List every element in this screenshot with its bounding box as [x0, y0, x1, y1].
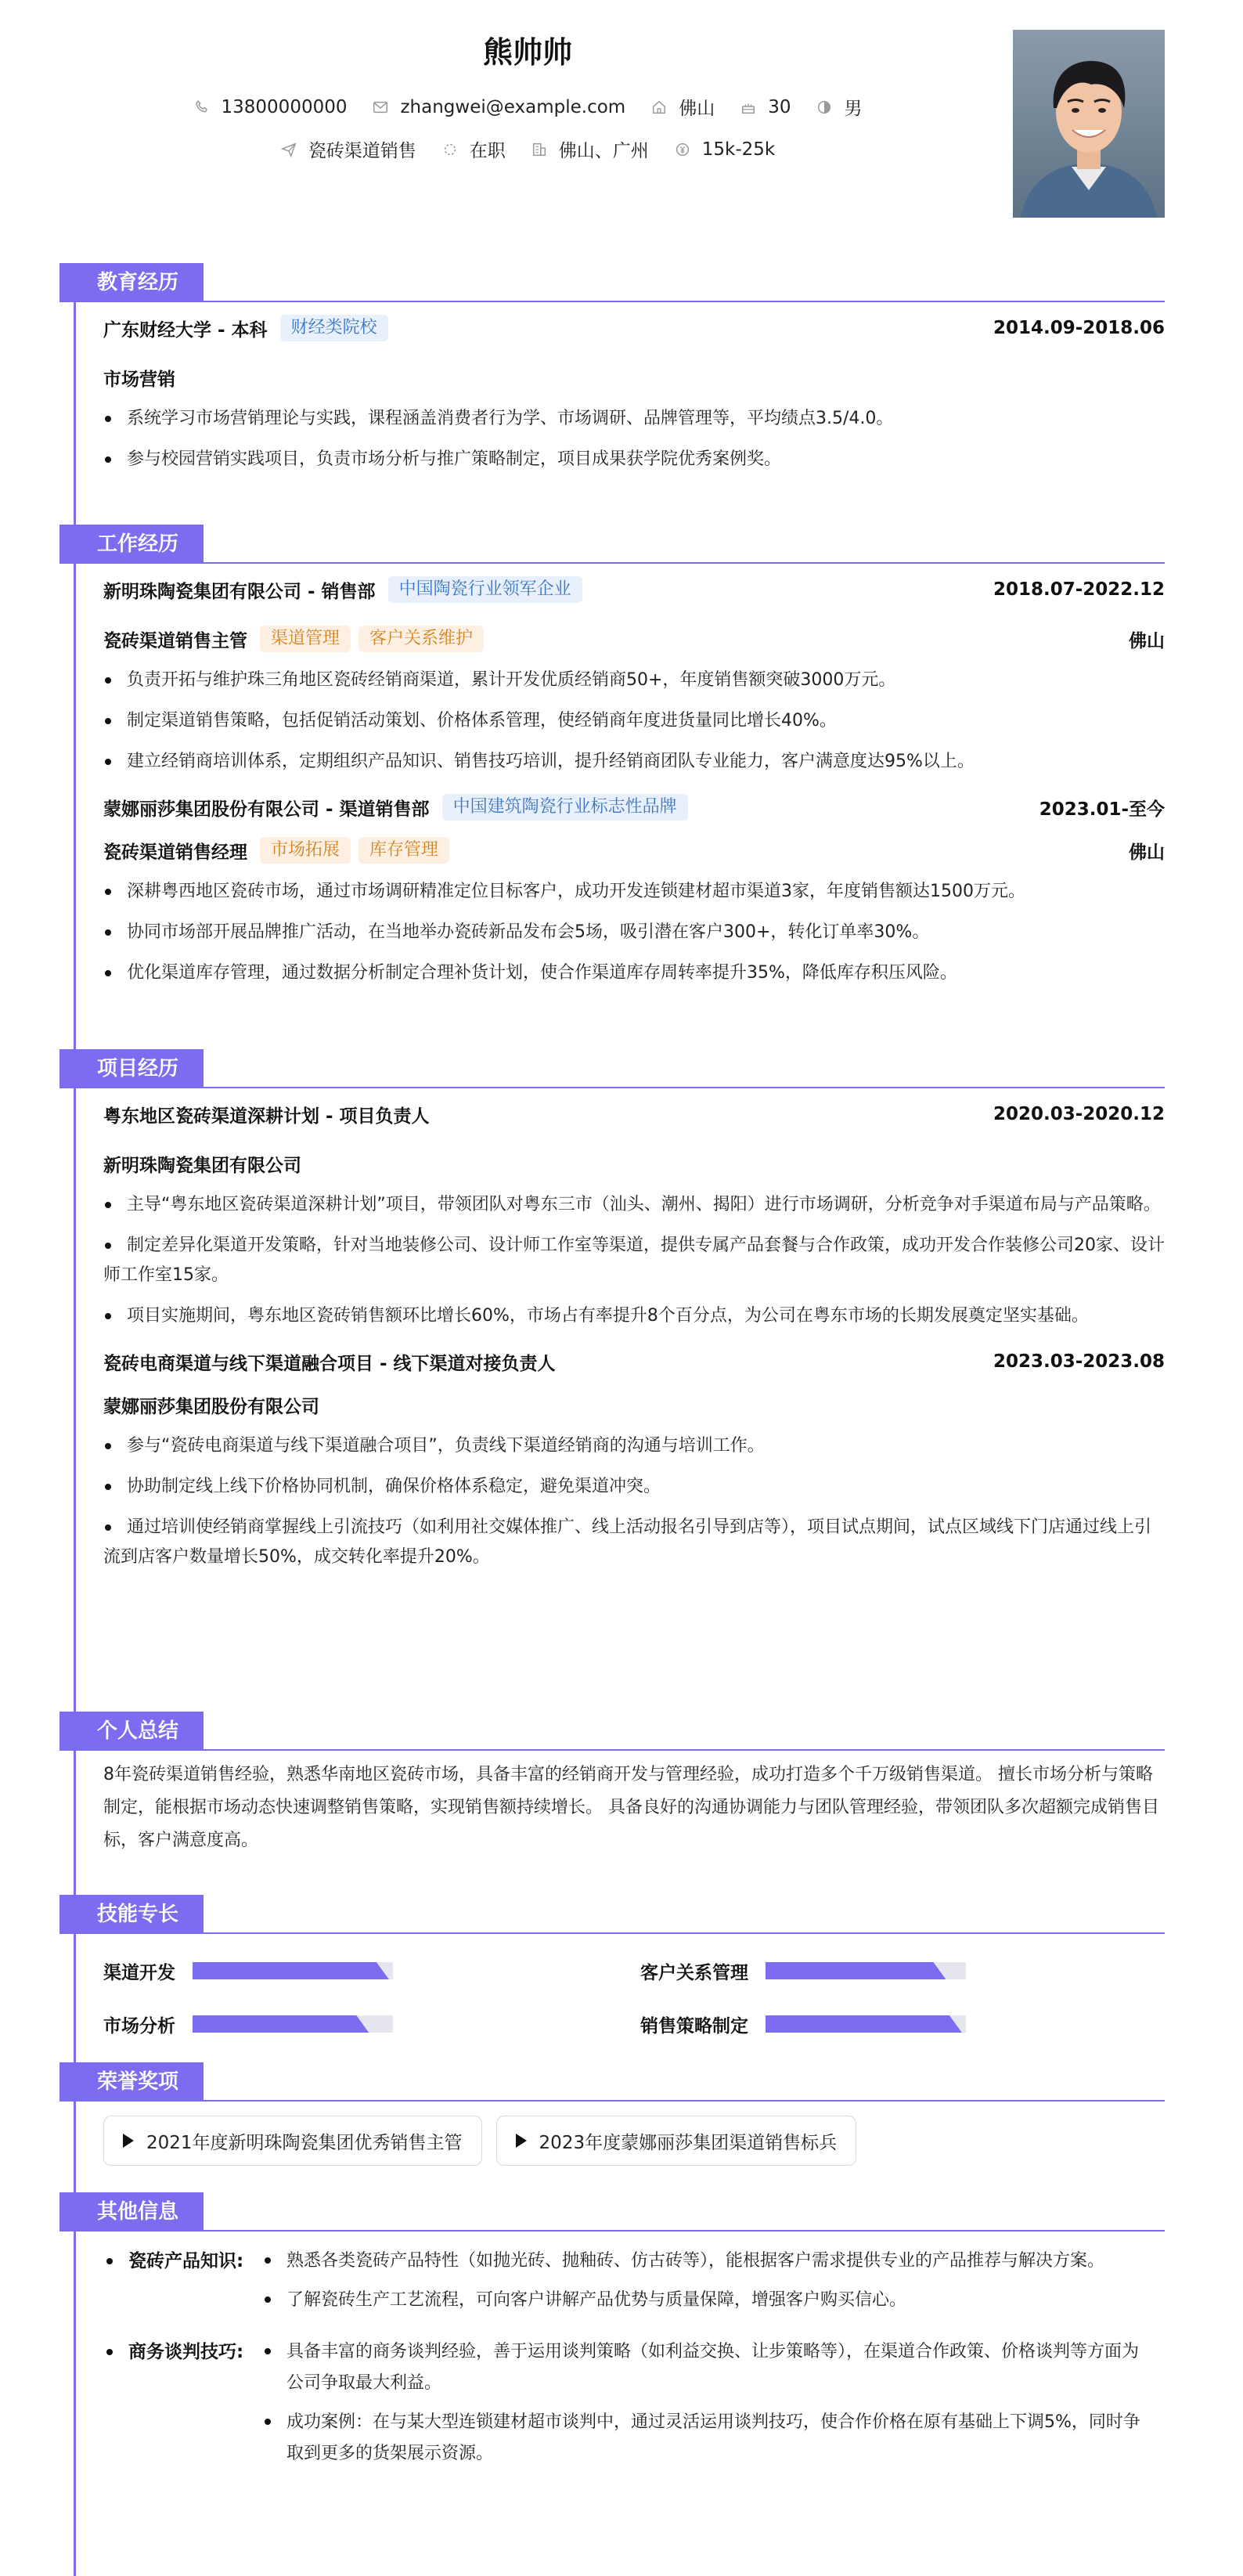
- section-rule: [59, 2100, 1165, 2102]
- target-city-info: [531, 136, 649, 162]
- job-location: 佛山: [1129, 630, 1165, 651]
- skill-name: 市场分析: [103, 2015, 175, 2037]
- other-body: [59, 2231, 1165, 2477]
- award-text: 2023年度蒙娜丽莎集团渠道销售标兵: [539, 2132, 838, 2153]
- list-item: 了解瓷砖生产工艺流程，可向客户讲解产品优势与质量保障，增强客户购买信心。: [263, 2285, 1149, 2316]
- position-name: 瓷砖渠道销售经理: [103, 842, 247, 863]
- awards-body: [59, 2102, 1165, 2166]
- section-title: 技能专长: [59, 1895, 204, 1934]
- skill-tag: 客户关系维护: [358, 626, 484, 652]
- contact-row: [0, 94, 1055, 120]
- award-item: [496, 2116, 857, 2166]
- section-title: 荣誉奖项: [59, 2062, 204, 2102]
- skills-grid: [103, 1934, 1165, 2045]
- projects-body: [59, 1088, 1165, 1572]
- salary-icon: [674, 141, 691, 158]
- list-item: 熟悉各类瓷砖产品特性（如抛光砖、抛釉砖、仿古砖等），能根据客户需求提供专业的产品推荐与解决方案。: [263, 2246, 1149, 2277]
- project-row: [103, 1088, 1165, 1140]
- work-header: [59, 525, 1165, 564]
- work-body: [59, 564, 1165, 988]
- phone-info: [193, 97, 348, 117]
- project-date: 2023.03-2023.08: [993, 1351, 1165, 1372]
- company-name: 新明珠陶瓷集团有限公司 - 销售部: [103, 581, 376, 602]
- job-date: 2018.07-2022.12: [993, 579, 1165, 600]
- summary-body: [59, 1751, 1165, 1857]
- position-row: [103, 827, 1165, 874]
- list-item: 参与校园营销实践项目，负责市场分析与推广策略制定，项目成果获学院优秀案例奖。: [103, 445, 1165, 474]
- skill-bar: [766, 1962, 966, 1979]
- list-item: 成功案例：在与某大型连锁建材超市谈判中，通过灵活运用谈判技巧，使合作价格在原有基础上下调5%，同时争取到更多的货架展示资源。: [263, 2407, 1149, 2470]
- job-bullets: [103, 874, 1165, 988]
- city-info: [650, 94, 715, 120]
- education-bullets: [103, 401, 1165, 474]
- awards-section: [59, 2062, 1165, 2166]
- section-rule: [59, 2230, 1165, 2231]
- section-rule: [59, 562, 1165, 564]
- section-title: 个人总结: [59, 1712, 204, 1751]
- profile-photo: [1013, 30, 1165, 218]
- play-triangle-icon: [516, 2134, 527, 2148]
- awards-list: [103, 2102, 1165, 2166]
- job-date: 2023.01-至今: [1039, 799, 1165, 820]
- job-target-info: [280, 136, 416, 162]
- section-title: 工作经历: [59, 525, 204, 564]
- skill-name: 销售策略制定: [640, 2015, 748, 2037]
- school-row: [103, 302, 1165, 354]
- other-items: [263, 2336, 1165, 2477]
- school-name: 广东财经大学 - 本科: [103, 319, 268, 341]
- job-bullets: [103, 662, 1165, 777]
- position-name: 瓷砖渠道销售主管: [103, 630, 247, 651]
- mail-icon: [372, 99, 389, 116]
- project-org-row: [103, 1381, 1165, 1428]
- list-item: 建立经销商培训体系，定期组织产品知识、销售技巧培训，提升经销商团队专业能力，客户满意度达95%以上。: [103, 747, 1165, 777]
- section-rule: [59, 1932, 1165, 1934]
- salary-text: 15k-25k: [701, 139, 776, 160]
- company-row: [103, 788, 1165, 827]
- status-text: 在职: [469, 141, 506, 161]
- skill-bar-fill: [193, 2015, 369, 2033]
- project-bullets: [103, 1187, 1165, 1331]
- play-triangle-icon: [123, 2134, 134, 2148]
- skill-item: [640, 1950, 1110, 1992]
- skill-item: [640, 2003, 1110, 2045]
- status-icon: [441, 141, 459, 158]
- city-text: 佛山: [679, 99, 715, 119]
- project-org-row: [103, 1140, 1165, 1187]
- school-tag: 财经类院校: [280, 315, 388, 341]
- project-org: 新明珠陶瓷集团有限公司: [103, 1155, 301, 1176]
- other-items: [263, 2246, 1165, 2324]
- phone-text: 13800000000: [221, 96, 348, 117]
- skill-tag: 市场拓展: [260, 837, 351, 864]
- status-info: [441, 136, 506, 162]
- projects-header: [59, 1049, 1165, 1088]
- list-item: 深耕粤西地区瓷砖市场，通过市场调研精准定位目标客户，成功开发连锁建材超市渠道3家，年度销售额达1500万元。: [103, 877, 1165, 907]
- skills-header: [59, 1895, 1165, 1934]
- list-item: 项目实施期间，粤东地区瓷砖销售额环比增长60%，市场占有率提升8个百分点，为公司在粤东市场的长期发展奠定坚实基础。: [103, 1301, 1165, 1331]
- education-section: [59, 263, 1165, 485]
- summary-header: [59, 1712, 1165, 1751]
- project-row: [103, 1342, 1165, 1381]
- award-text: 2021年度新明珠陶瓷集团优秀销售主管: [146, 2132, 463, 2153]
- education-body: [59, 302, 1165, 474]
- list-item: 制定差异化渠道开发策略，针对当地装修公司、设计师工作室等渠道，提供专属产品套餐与合作政策，成功开发合作装修公司20家、设计师工作室15家。: [103, 1231, 1165, 1290]
- building-icon: [531, 141, 548, 158]
- age-info: [740, 97, 791, 117]
- skill-tag: 库存管理: [358, 837, 449, 864]
- list-item: 参与“瓷砖电商渠道与线下渠道融合项目”，负责线下渠道经销商的沟通与培训工作。: [103, 1431, 1165, 1461]
- section-rule: [59, 1087, 1165, 1088]
- project-name: 瓷砖电商渠道与线下渠道融合项目 - 线下渠道对接负责人: [103, 1353, 556, 1374]
- skill-bar: [193, 1962, 393, 1979]
- major-name: 市场营销: [103, 369, 175, 390]
- age-icon: [740, 99, 757, 116]
- awards-header: [59, 2062, 1165, 2102]
- other-label: 瓷砖产品知识:: [103, 2246, 263, 2324]
- projects-section: [59, 1049, 1165, 1583]
- other-section: [59, 2192, 1165, 2477]
- skill-tag: 渠道管理: [260, 626, 351, 652]
- list-item: 系统学习市场营销理论与实践，课程涵盖消费者行为学、市场调研、品牌管理等，平均绩点3.5/4.0。: [103, 404, 1165, 434]
- skill-bar: [193, 2015, 393, 2033]
- other-label: 商务谈判技巧:: [103, 2336, 263, 2477]
- gender-icon: [816, 99, 833, 116]
- project-bullets: [103, 1428, 1165, 1572]
- summary-section: [59, 1712, 1165, 1857]
- list-item: 主导“粤东地区瓷砖渠道深耕计划”项目，带领团队对粤东三市（汕头、潮州、揭阳）进行市场调研，分析竞争对手渠道布局与产品策略。: [103, 1190, 1165, 1220]
- skill-name: 渠道开发: [103, 1962, 175, 1983]
- skill-bar: [766, 2015, 966, 2033]
- section-rule: [59, 1749, 1165, 1751]
- skills-body: [59, 1934, 1165, 2045]
- education-header: [59, 263, 1165, 302]
- other-header: [59, 2192, 1165, 2231]
- project-org: 蒙娜丽莎集团股份有限公司: [103, 1396, 319, 1417]
- section-title: 其他信息: [59, 2192, 204, 2231]
- email-info: [372, 97, 625, 117]
- skill-bar-fill: [766, 2015, 962, 2033]
- target-city-text: 佛山、广州: [558, 141, 649, 161]
- send-icon: [280, 141, 297, 158]
- salary-info: [674, 139, 775, 160]
- skills-section: [59, 1895, 1165, 2045]
- skill-name: 客户关系管理: [640, 1962, 748, 1983]
- candidate-name: 熊帅帅: [482, 35, 572, 70]
- list-item: 制定渠道销售策略，包括促销活动策划、价格体系管理，使经销商年度进货量同比增长40%。: [103, 706, 1165, 736]
- section-title: 教育经历: [59, 263, 204, 302]
- company-row: [103, 564, 1165, 615]
- project-name: 粤东地区瓷砖渠道深耕计划 - 项目负责人: [103, 1106, 430, 1127]
- award-item: [103, 2116, 482, 2166]
- job-intent-row: [0, 136, 1055, 162]
- company-name: 蒙娜丽莎集团股份有限公司 - 渠道销售部: [103, 799, 430, 820]
- job-target-text: 瓷砖渠道销售: [308, 141, 416, 161]
- phone-icon: [193, 99, 211, 116]
- section-title: 项目经历: [59, 1049, 204, 1088]
- age-text: 30: [768, 96, 791, 117]
- company-tag: 中国建筑陶瓷行业标志性品牌: [442, 794, 688, 821]
- other-group: [103, 2231, 1165, 2324]
- gender-text: 男: [844, 99, 863, 119]
- home-icon: [650, 99, 668, 116]
- skill-item: [103, 1950, 640, 1992]
- job-location: 佛山: [1129, 842, 1165, 863]
- list-item: 优化渠道库存管理，通过数据分析制定合理补货计划，使合作渠道库存周转率提升35%，降低库存积压风险。: [103, 958, 1165, 988]
- major-row: [103, 354, 1165, 401]
- section-rule: [59, 301, 1165, 302]
- email-text: zhangwei@example.com: [400, 96, 626, 117]
- education-date: 2014.09-2018.06: [993, 318, 1165, 338]
- list-item: 通过培训使经销商掌握线上引流技巧（如利用社交媒体推广、线上活动报名引导到店等），项目试点期间，试点区域线下门店通过线上引流到店客户数量增长50%，成交转化率提升20%。: [103, 1513, 1165, 1572]
- list-item: 协同市场部开展品牌推广活动，在当地举办瓷砖新品发布会5场，吸引潜在客户300+，转化订单率30%。: [103, 918, 1165, 947]
- list-item: 具备丰富的商务谈判经验，善于运用谈判策略（如利益交换、让步策略等），在渠道合作政策、价格谈判等方面为公司争取最大利益。: [263, 2336, 1149, 2399]
- summary-text: 8年瓷砖渠道销售经验，熟悉华南地区瓷砖市场，具备丰富的经销商开发与管理经验，成功打造多个千万级销售渠道。 擅长市场分析与策略制定，能根据市场动态快速调整销售策略，实现销售额持续增长。 具备良好的沟通协调能力与团队管理经验，带领团队多次超额完成销售目标，客户满意度高。: [103, 1765, 1159, 1850]
- list-item: 协助制定线上线下价格协同机制，确保价格体系稳定，避免渠道冲突。: [103, 1472, 1165, 1502]
- list-item: 负责开拓与维护珠三角地区瓷砖经销商渠道，累计开发优质经销商50+，年度销售额突破3000万元。: [103, 666, 1165, 695]
- work-section: [59, 525, 1165, 999]
- skill-bar-fill: [766, 1962, 946, 1979]
- position-row: [103, 615, 1165, 662]
- skill-item: [103, 2003, 640, 2045]
- project-date: 2020.03-2020.12: [993, 1104, 1165, 1124]
- gender-info: [816, 94, 862, 120]
- other-group: [103, 2324, 1165, 2477]
- company-tag: 中国陶瓷行业领军企业: [388, 576, 582, 603]
- skill-bar-fill: [193, 1962, 389, 1979]
